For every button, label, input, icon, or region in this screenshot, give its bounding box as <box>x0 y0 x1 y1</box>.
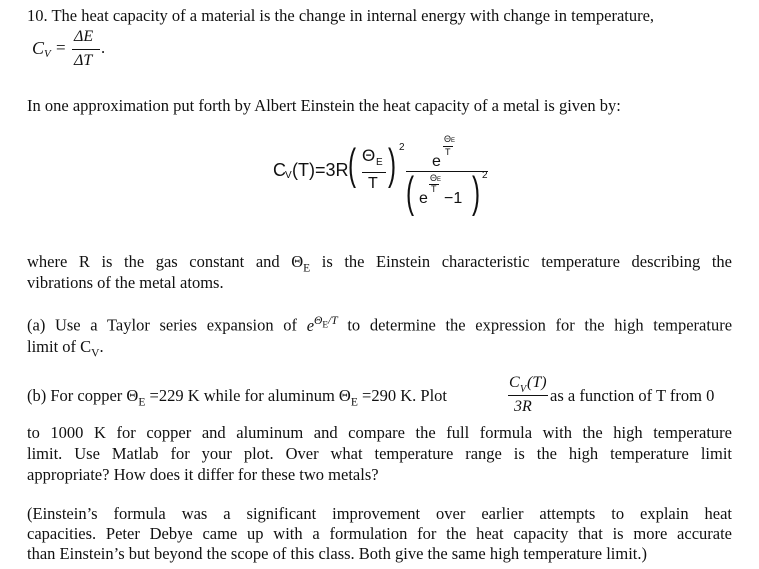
part-b-line-4: appropriate? How does it differ for these two metals? <box>27 465 379 484</box>
denominator-e: e <box>419 190 428 207</box>
problem-number: 10. <box>27 6 48 25</box>
def-equals: = <box>56 38 66 57</box>
numerator-e: e <box>432 153 441 170</box>
denominator-minus-one: −1 <box>444 190 463 207</box>
formula-theta-sub: E <box>376 157 383 168</box>
where-line-1: where R is the gas constant and $\Theta_E$ is the Einstein characteristic temperature describing the <box>27 252 732 275</box>
note-line-2: capacities. Peter Debye came up with a formulation for the heat capacity that is more accurate <box>27 524 732 543</box>
formula-T: T <box>368 175 378 192</box>
def-period: . <box>101 38 106 57</box>
numerator-exp-T: T <box>445 147 451 157</box>
denominator-power: 2 <box>482 170 488 181</box>
part-b-line-2: to 1000 K for copper and aluminum and compare the full formula with the high temperature <box>27 423 732 442</box>
part-b-line-1-end: as a function of T from 0 <box>550 386 715 405</box>
formula-lhs-arg: (T)=3R <box>292 160 349 180</box>
note-line-3: than Einstein’s but beyond the scope of this class. Both give the same high temperature limit.) <box>27 544 647 563</box>
part-a-line-1: (a) Use a Taylor series expansion of $e^{\Theta_E/T}$ to determine the expression for the high temperature <box>27 315 733 335</box>
denominator-exp-T: T <box>431 184 437 194</box>
part-b-fraction-bar <box>508 395 548 396</box>
formula-lhs: C <box>273 160 286 180</box>
problem-statement-line <box>27 6 654 26</box>
def-fraction-bar <box>72 49 100 50</box>
problem-text: The heat capacity of a material is the change in internal energy with change in temperature, <box>51 6 655 25</box>
intro-line: In one approximation put forth by Albert Einstein the heat capacity of a metal is given by: <box>27 96 621 115</box>
formula-theta: Θ <box>362 146 376 165</box>
theta-fraction-bar <box>362 172 386 173</box>
def-numerator: ΔE <box>74 28 94 45</box>
formula-power: 2 <box>399 142 405 153</box>
numerator-exp-theta: ΘE <box>444 134 456 144</box>
right-paren: ) <box>388 140 397 189</box>
part-b-line-1: (b) For copper $\Theta_E =229$ K while for aluminum $\Theta_E =290$ K. Plot <box>27 386 447 409</box>
def-lhs-sub: V <box>44 48 51 60</box>
def-lhs: C <box>32 38 45 58</box>
where-line-2: vibrations of the metal atoms. <box>27 273 224 292</box>
part-a-line-2: limit of $C_V$. <box>27 337 104 360</box>
denominator-exp-theta: ΘE <box>430 173 442 183</box>
formula-lhs-sub: V <box>285 170 292 181</box>
part-a-exponential: $e^{\Theta_E/T}$ <box>306 315 338 335</box>
def-denominator: ΔT <box>74 52 93 69</box>
left-paren: ( <box>348 140 357 189</box>
note-line-1: (Einstein’s formula was a significant improvement over earlier attempts to explain heat <box>27 504 732 523</box>
den-right-paren: ) <box>472 168 481 217</box>
den-left-paren: ( <box>406 168 415 217</box>
part-b-line-3: limit. Use Matlab for your plot. Over what temperature range is the high temperature limit <box>27 444 732 463</box>
